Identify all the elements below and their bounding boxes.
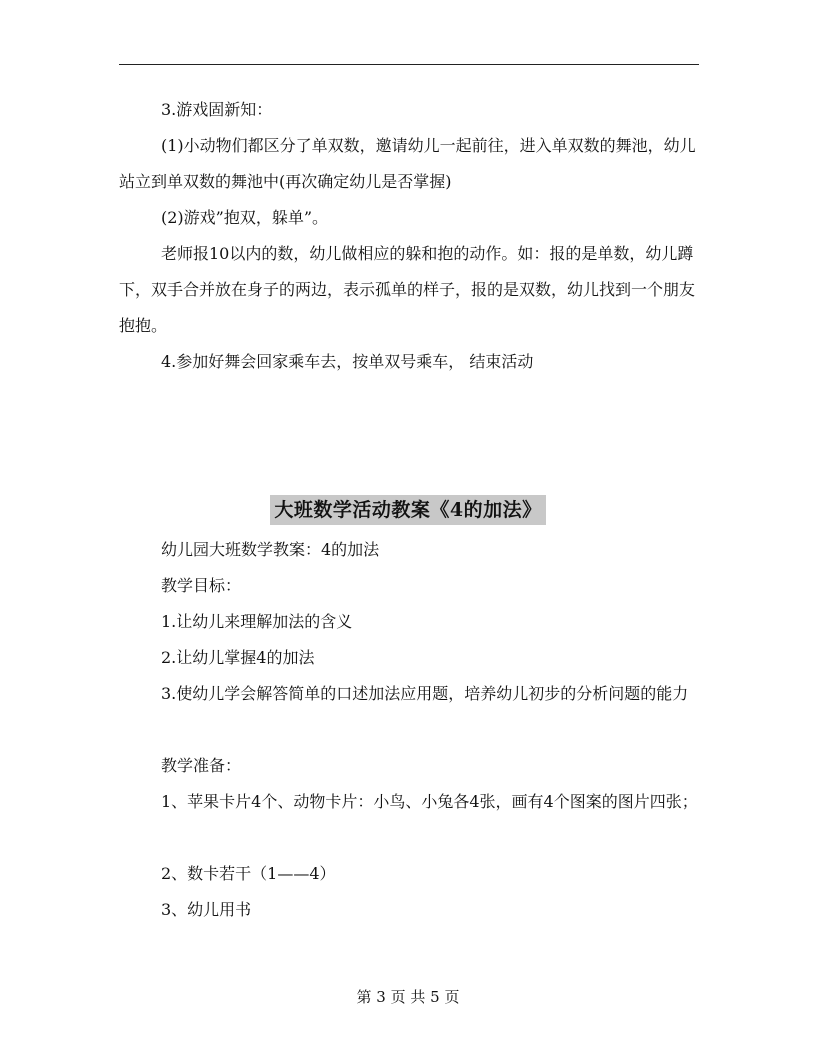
doc-title: 大班数学活动教案《4的加法》 (270, 495, 545, 525)
game-step-2: (2)游戏”抱双，躲单”。 (161, 208, 329, 227)
objective-1: 1.让幼儿来理解加法的含义 (161, 612, 353, 631)
doc-title-wrap (0, 495, 816, 525)
header-rule (119, 64, 699, 65)
page-number: 第 3 页 共 5 页 (356, 988, 460, 1006)
objectives-heading: 教学目标： (161, 576, 242, 595)
lesson-subtitle: 幼儿园大班数学教案：4的加法 (161, 540, 380, 559)
objective-3: 3.使幼儿学会解答简单的口述加法应用题，培养幼儿初步的分析问题的能力 (161, 684, 689, 703)
activity-end: 4.参加好舞会回家乘车去，按单双号乘车， 结束活动 (161, 352, 534, 371)
game-description: 老师报10以内的数，幼儿做相应的躲和抱的动作。如：报的是单数，幼儿蹲下，双手合并放在身子的两边，表示孤单的样子，报的是双数，幼儿找到一个朋友抱抱。 (119, 244, 696, 335)
preparation-2: 2、数卡若干（1——4） (161, 864, 336, 883)
preparation-1: 1、苹果卡片4个、动物卡片：小鸟、小兔各4张，画有4个图案的图片四张； (161, 792, 698, 811)
objective-2: 2.让幼儿掌握4的加法 (161, 648, 315, 667)
game-step-1: (1)小动物们都区分了单双数，邀请幼儿一起前往，进入单双数的舞池，幼儿站立到单双数的舞池中(再次确定幼儿是否掌握) (119, 136, 696, 191)
preparation-heading: 教学准备： (161, 756, 242, 775)
preparation-3: 3、幼儿用书 (161, 900, 252, 919)
game-heading: 3.游戏固新知： (161, 100, 273, 119)
